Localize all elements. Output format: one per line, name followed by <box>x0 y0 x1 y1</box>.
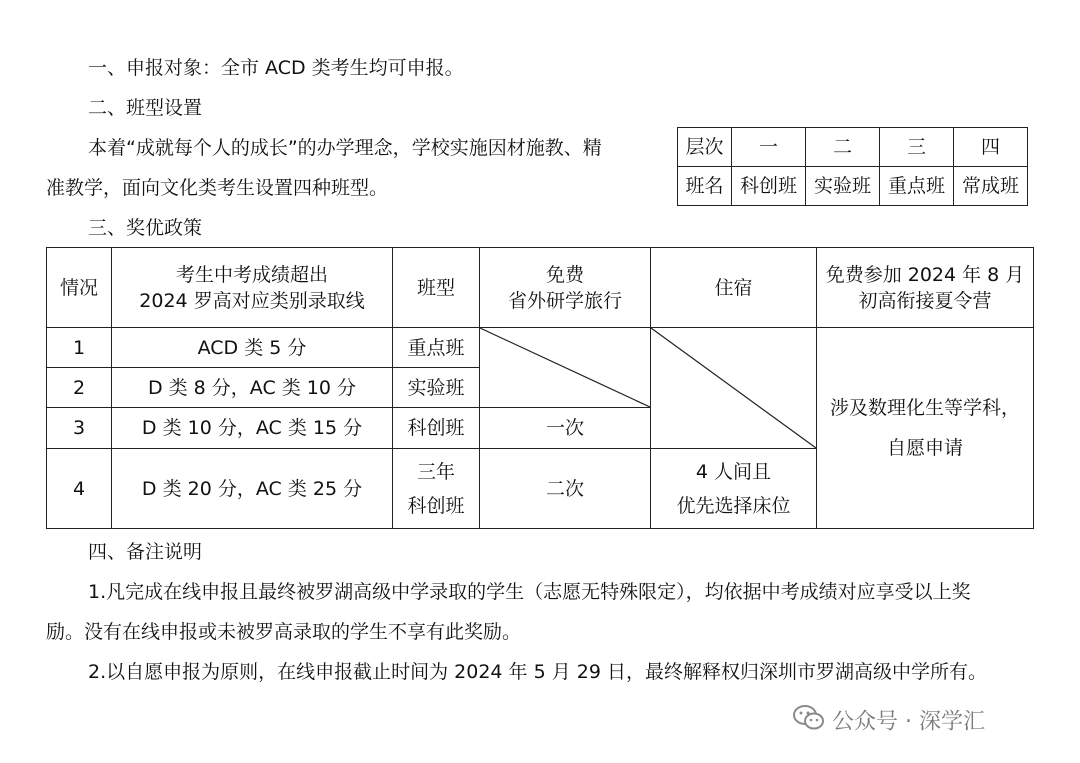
table-header-row <box>47 248 1034 328</box>
header-score <box>112 248 393 328</box>
header-trip-line-2: 省外研学旅行 <box>507 289 622 312</box>
table-cell: 科创班 <box>732 167 806 206</box>
class-type-table <box>677 127 1028 206</box>
header-trip-line-1: 免费 <box>545 263 584 286</box>
row-trip: 二次 <box>480 449 651 529</box>
note-1-line-1: 1.凡完成在线申报且最终被罗湖高级中学录取的学生（志愿无特殊限定），均依据中考成绩对应享受以上奖 <box>88 581 971 603</box>
wechat-icon <box>792 704 826 741</box>
header-score-line-2: 2024 罗高对应类别录取线 <box>139 289 365 312</box>
diagonal-line <box>480 328 650 407</box>
header-camp-line-1: 免费参加 2024 年 8 月 <box>825 263 1025 286</box>
table-row <box>47 328 1034 368</box>
table-cell: 四 <box>954 128 1028 167</box>
row-number: 1 <box>47 328 112 368</box>
row-number: 4 <box>47 449 112 529</box>
note-1-line-2: 励。没有在线申报或未被罗高录取的学生不享有此奖励。 <box>46 621 522 643</box>
header-case: 情况 <box>47 248 112 328</box>
row-class: 实验班 <box>393 368 480 408</box>
header-camp-line-2: 初高衔接夏令营 <box>858 289 992 312</box>
header-camp <box>817 248 1034 328</box>
row-score: D 类 8 分，AC 类 10 分 <box>112 368 393 408</box>
header-trip <box>480 248 651 328</box>
award-policy-table <box>46 247 1034 529</box>
table-cell: 实验班 <box>806 167 880 206</box>
table-row <box>678 128 1028 167</box>
trip-diagonal-cell <box>480 328 651 408</box>
row-number: 3 <box>47 408 112 449</box>
note-2: 2.以自愿申报为原则，在线申报截止时间为 2024 年 5 月 29 日，最终解释权归深圳市罗湖高级中学所有。 <box>88 661 987 683</box>
header-dorm: 住宿 <box>651 248 817 328</box>
row-trip: 一次 <box>480 408 651 449</box>
section-4-heading: 四、备注说明 <box>88 541 203 563</box>
table-cell: 层次 <box>678 128 732 167</box>
diagonal-line <box>651 328 816 448</box>
section-2-heading: 二、班型设置 <box>88 97 203 119</box>
row-number: 2 <box>47 368 112 408</box>
section-1-heading: 一、申报对象：全市 ACD 类考生均可申报。 <box>88 57 464 79</box>
row-score: D 类 20 分，AC 类 25 分 <box>112 449 393 529</box>
header-class: 班型 <box>393 248 480 328</box>
row-class-line-2: 科创班 <box>407 494 465 517</box>
row-score: D 类 10 分，AC 类 15 分 <box>112 408 393 449</box>
intro-line-1: 本着“成就每个人的成长”的办学理念，学校实施因材施教、精 <box>88 137 602 159</box>
table-cell: 三 <box>880 128 954 167</box>
row-class: 重点班 <box>393 328 480 368</box>
camp-line-2: 自愿申请 <box>886 437 963 459</box>
table-cell: 二 <box>806 128 880 167</box>
table-row <box>678 167 1028 206</box>
header-score-line-1: 考生中考成绩超出 <box>175 263 328 286</box>
row-class-line-1: 三年 <box>416 460 455 483</box>
row-dorm-line-2: 优先选择床位 <box>676 494 791 517</box>
table-cell: 常成班 <box>954 167 1028 206</box>
dorm-diagonal-cell <box>651 328 817 449</box>
camp-line-1: 涉及数理化生等学科， <box>829 397 1020 419</box>
table-cell: 重点班 <box>880 167 954 206</box>
row-dorm-line-1: 4 人间且 <box>695 460 772 483</box>
table-cell: 班名 <box>678 167 732 206</box>
watermark-text: 公众号 · 深学汇 <box>832 709 985 735</box>
row-dorm <box>651 449 817 529</box>
watermark <box>792 704 985 741</box>
intro-line-2: 准教学，面向文化类考生设置四种班型。 <box>46 177 389 199</box>
table-cell: 一 <box>732 128 806 167</box>
row-class <box>393 449 480 529</box>
row-score: ACD 类 5 分 <box>112 328 393 368</box>
section-3-heading: 三、奖优政策 <box>88 217 203 239</box>
camp-merged-cell <box>817 328 1034 529</box>
row-class: 科创班 <box>393 408 480 449</box>
